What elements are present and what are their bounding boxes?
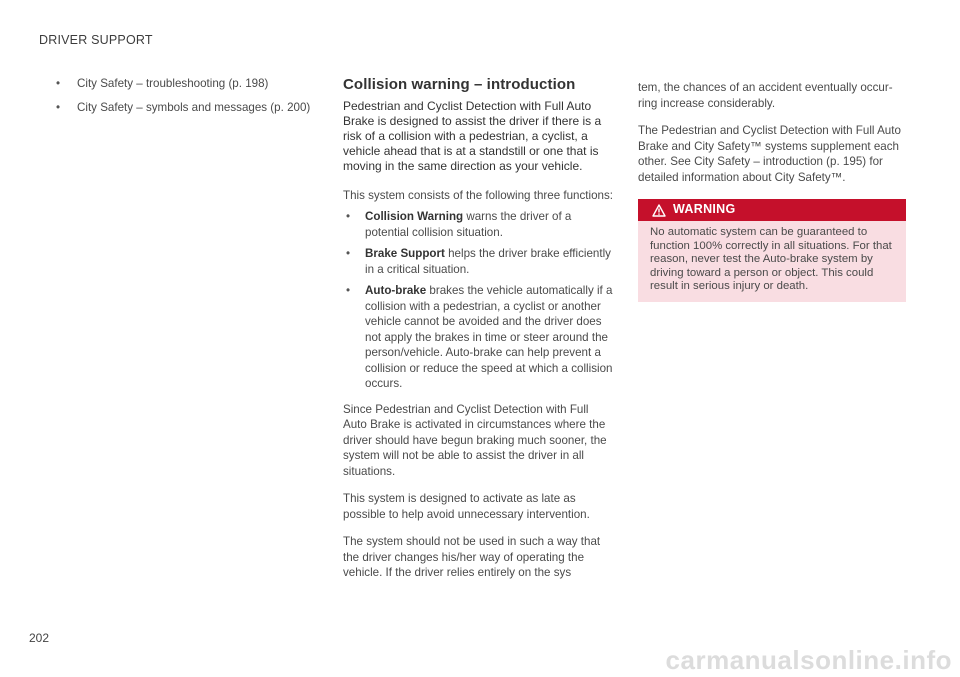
left-column <box>56 76 326 123</box>
function-description: brakes the vehicle automatically if a collision with a pedestrian, a cyclist or another vehicle cannot be avoided and the driver does not apply the brakes in time or steer around the person/vehicle. Auto-brake can help prevent a collision or reduce the speed at which a collision occurs. <box>365 284 613 390</box>
page-heading: Collision warning – introduction <box>343 76 576 93</box>
body-paragraph: tem, the chances of an accident eventually occurring increase considerably. <box>638 81 893 110</box>
body-paragraph: This system is designed to activate as late as possible to help avoid unnecessary intervention. <box>343 492 590 521</box>
warning-triangle-icon <box>652 204 666 217</box>
body-paragraph: The Pedestrian and Cyclist Detection with Full Auto Brake and City Safety™ systems supplement each other. See City Safety – introduction (p. 195) for detailed information about City Safety™. <box>638 124 901 184</box>
section-title: DRIVER SUPPORT <box>39 33 153 47</box>
body-paragraph: The system should not be used in such a way that the driver changes his/her way of operating the vehicle. If the driver relies entirely on the sys <box>343 535 601 579</box>
function-item-brake-support <box>343 246 613 277</box>
warning-text: No automatic system can be guaranteed to function 100% correctly in all situations. For that reason, never test the Auto-brake system by driving toward a person or object. This could result in serious injury or death. <box>650 226 892 292</box>
page-number: 202 <box>29 631 50 645</box>
warning-box <box>638 199 906 302</box>
warning-title: WARNING <box>673 202 736 217</box>
function-term: Auto-brake <box>365 284 427 297</box>
functions-list <box>343 209 613 392</box>
related-link-symbols-messages[interactable]: • City Safety – symbols and messages (p. 200) <box>56 100 326 116</box>
related-links-list <box>56 76 326 115</box>
right-column <box>638 80 906 302</box>
lead-paragraph: Pedestrian and Cyclist Detection with Full Auto Brake is designed to assist the driver if there is a risk of a collision with a pedestrian, a cyclist, a vehicle ahead that is at a standstill or one that is moving in the same direction as your vehicle. <box>343 98 602 173</box>
function-term: Collision Warning <box>365 210 464 223</box>
functions-intro: This system consists of the following three functions: <box>343 188 613 202</box>
function-description: warns the driver of a potential collision situation. <box>365 210 572 239</box>
function-item-collision-warning <box>343 209 613 240</box>
function-term: Brake Support <box>365 247 445 260</box>
watermark: carmanualsonline.info <box>665 645 952 675</box>
related-link-troubleshooting[interactable]: • City Safety – troubleshooting (p. 198) <box>56 76 326 92</box>
function-item-auto-brake <box>343 283 613 392</box>
middle-column <box>343 77 613 593</box>
warning-header <box>638 199 906 221</box>
body-paragraph: Since Pedestrian and Cyclist Detection with Full Auto Brake is activated in circumstances where the driver should have begun braking much sooner, the system will not be able to assist the driver in all situations. <box>343 402 607 478</box>
function-description: helps the driver brake efficiently in a critical situation. <box>365 247 611 276</box>
